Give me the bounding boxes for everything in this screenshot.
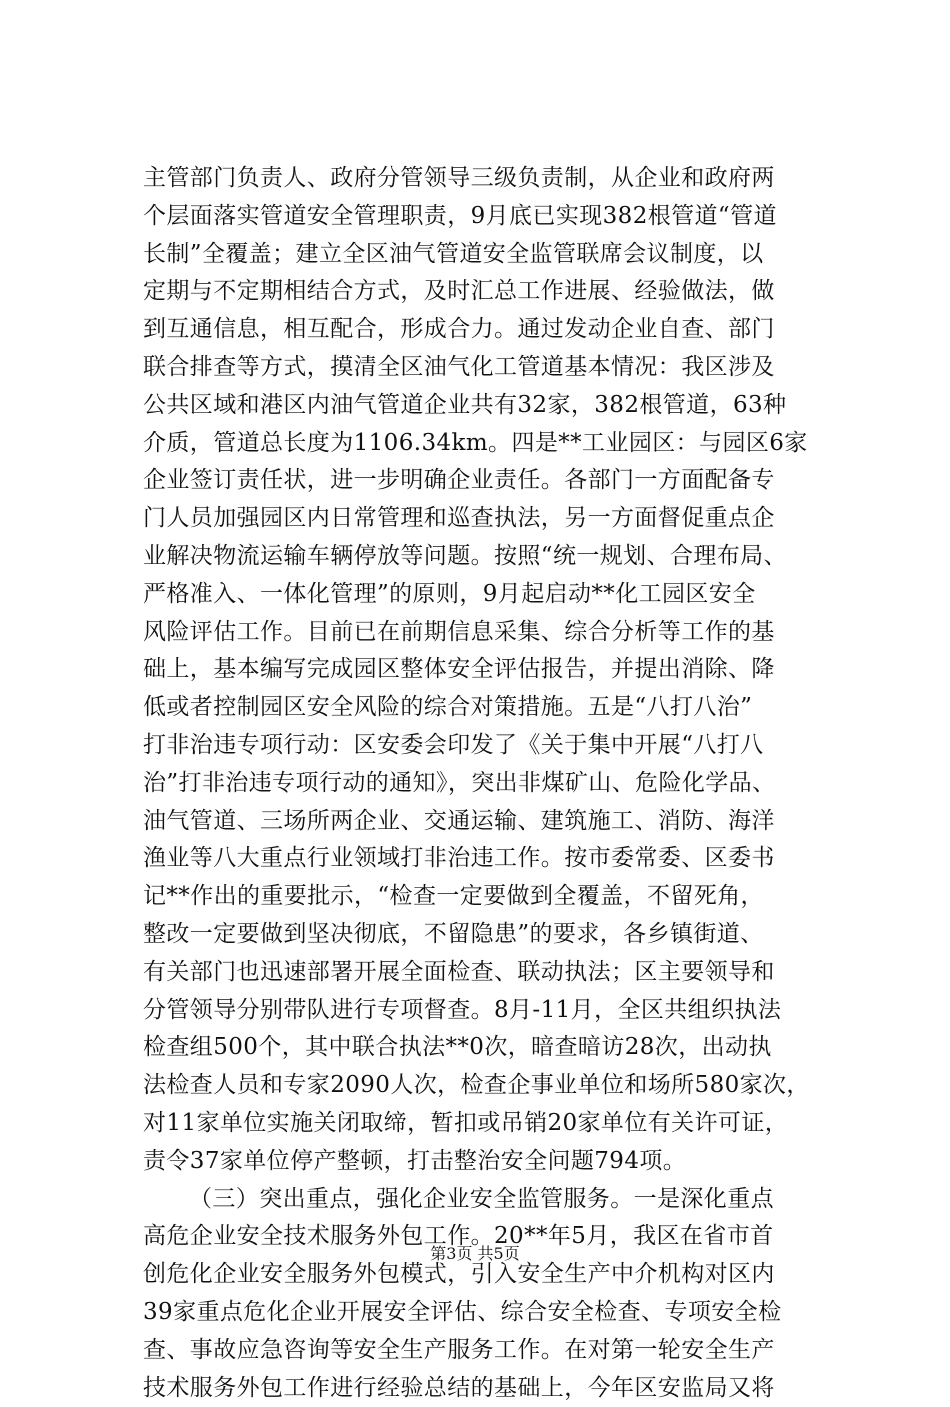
text-line: 39家重点危化企业开展安全评估、综合安全检查、专项安全检 bbox=[143, 1294, 863, 1332]
text-line: 定期与不定期相结合方式，及时汇总工作进展、经验做法，做 bbox=[143, 273, 863, 311]
text-line: 业解决物流运输车辆停放等问题。按照“统一规划、合理布局、 bbox=[143, 538, 863, 576]
text-line: 分管领导分别带队进行专项督查。8月-11月，全区共组织执法 bbox=[143, 992, 863, 1030]
text-line: 长制”全覆盖；建立全区油气管道安全监管联席会议制度，以 bbox=[143, 236, 863, 274]
text-line: 础上，基本编写完成园区整体安全评估报告，并提出消除、降 bbox=[143, 651, 863, 689]
text-line: 责令37家单位停产整顿，打击整治安全问题794项。 bbox=[143, 1143, 863, 1181]
text-line: 严格准入、一体化管理”的原则，9月起启动**化工园区安全 bbox=[143, 576, 863, 614]
text-line: 个层面落实管道安全管理职责，9月底已实现382根管道“管道 bbox=[143, 198, 863, 236]
page-footer bbox=[0, 1243, 950, 1265]
text-line: 技术服务外包工作进行经验总结的基础上，今年区安监局又将 bbox=[143, 1370, 863, 1407]
text-line: 创危化企业安全服务外包模式，引入安全生产中介机构对区内 bbox=[143, 1256, 863, 1294]
text-line: 公共区域和港区内油气管道企业共有32家，382根管道，63种 bbox=[143, 387, 863, 425]
page-number: 第3页 共5页 bbox=[430, 1244, 519, 1263]
text-line: 企业签订责任状，进一步明确企业责任。各部门一方面配备专 bbox=[143, 462, 863, 500]
text-line: 记**作出的重要批示，“检查一定要做到全覆盖，不留死角， bbox=[143, 878, 863, 916]
text-line: 主管部门负责人、政府分管领导三级负责制，从企业和政府两 bbox=[143, 160, 863, 198]
text-line: 有关部门也迅速部署开展全面检查、联动执法；区主要领导和 bbox=[143, 954, 863, 992]
text-line: 打非治违专项行动：区安委会印发了《关于集中开展“八打八 bbox=[143, 727, 863, 765]
text-line: 低或者控制园区安全风险的综合对策措施。五是“八打八治” bbox=[143, 689, 863, 727]
text-line: 检查组500个，其中联合执法**0次，暗查暗访28次，出动执 bbox=[143, 1029, 863, 1067]
body-text bbox=[143, 160, 863, 1407]
paragraph-start-line: （三）突出重点，强化企业安全监管服务。一是深化重点 bbox=[143, 1181, 863, 1219]
text-line: 风险评估工作。目前已在前期信息采集、综合分析等工作的基 bbox=[143, 614, 863, 652]
text-line: 整改一定要做到坚决彻底，不留隐患”的要求，各乡镇街道、 bbox=[143, 916, 863, 954]
text-line: 门人员加强园区内日常管理和巡查执法，另一方面督促重点企 bbox=[143, 500, 863, 538]
text-line: 介质，管道总长度为1106.34km。四是**工业园区：与园区6家 bbox=[143, 425, 863, 463]
text-line: 高危企业安全技术服务外包工作。20**年5月，我区在省市首 bbox=[143, 1218, 863, 1256]
text-line: 联合排查等方式，摸清全区油气化工管道基本情况：我区涉及 bbox=[143, 349, 863, 387]
text-line: 查、事故应急咨询等安全生产服务工作。在对第一轮安全生产 bbox=[143, 1332, 863, 1370]
text-line: 对11家单位实施关闭取缔，暂扣或吊销20家单位有关许可证， bbox=[143, 1105, 863, 1143]
text-line: 油气管道、三场所两企业、交通运输、建筑施工、消防、海洋 bbox=[143, 803, 863, 841]
text-line: 渔业等八大重点行业领域打非治违工作。按市委常委、区委书 bbox=[143, 840, 863, 878]
text-line: 法检查人员和专家2090人次，检查企事业单位和场所580家次， bbox=[143, 1067, 863, 1105]
text-line: 治”打非治违专项行动的通知》，突出非煤矿山、危险化学品、 bbox=[143, 765, 863, 803]
text-line: 到互通信息，相互配合，形成合力。通过发动企业自查、部门 bbox=[143, 311, 863, 349]
